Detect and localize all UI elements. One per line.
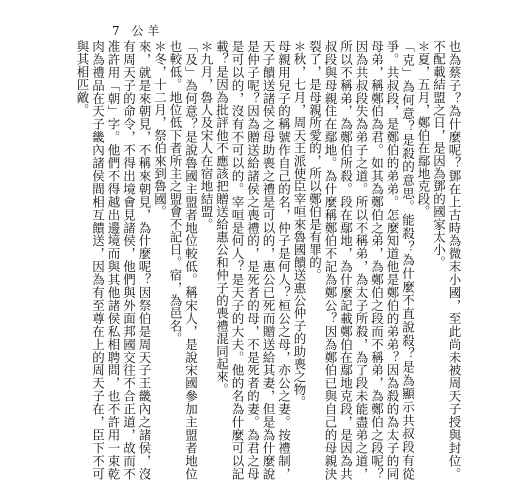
paragraph: 也為蔡子？為什麼呢？鄧在上古時為微末小國，至此尚未被周天子授與封位。不配載結盟之日，是因為鄧的國家太小。 [431,40,462,480]
paragraph: 母親用兒子的稱號作自己的名，仲子是何人？桓公之母，亦公之妻。按禮制，天子饋送諸侯之母助喪之禮是可以的，惠公已死而贈送給其妻，但是為什麼說是仲子呢？因為贈送給諸侯之喪禮的，是死者的母，不是死者的妻。為君之母是可以的，沒有不可以的。宰咺是何人？是天子的大夫。他的名為什麼可以記載？是因為批評他不應該把贈送給惠公和仲子的喪禮混同起來。 [214,40,292,480]
paragraph: ＊夏，五月，鄭伯在鄢地克段。 [416,40,431,218]
page-body [70,40,462,480]
page-number: 7 [112,24,120,38]
paragraph: 「及」為何意？是說魯國主盟者地位較低。稱宋人，是說宋國參加主盟者地位也較低。地位低下者所主之盟會不記日。宿，為邑名。 [168,40,199,480]
paragraph: 來，就是來朝見，不稱來朝見，為什麼呢？因祭伯是周天子王畿內之諸侯，沒有周天子的命令，不得出境會見諸侯，他們與外面邦國交往不合正道，故而不准許用「朝」字。他們不得越出邊境而與其他諸侯私相聘問，也不許用一束乾肉為禮品在天子畿內諸侯間相互饋送，因為有至尊在上的周天子在，臣下不可與其相匹敵。 [75,40,152,480]
paragraph: 「克」為何意？是殺的意思。能殺？為什麼不直說殺？是為顯示共叔段有從爭。共叔段，是鄭伯的弟弟。怎麼知道他是鄭伯的弟弟？因為殺的為太子的同母弟，稱鄭伯為君。如其為鄭伯之弟，為鄭伯之段而不稱弟，為鄭伯之段呢？因為共叔段失為弟子之道。所以不稱弟，為太子所殺，為了段未能盡弟之道，所以不稱弟，為鄭伯所殺。段在鄢地，為什麼記載鄭伯在鄢地克段，是因為共叔段與母親住在鄢地。為什麼稱鄭伯不記為鄭公？因為鄭伯已與自己的母親決裂了，是母親所愛的，所以鄭伯是有罪的。 [307,40,416,480]
running-title: 公 羊 [131,24,160,38]
paragraph: ＊冬，十二月，祭伯來到魯國。 [152,40,168,218]
vertical-text-block [70,40,462,480]
page-header [112,22,159,39]
paragraph: ＊九月，魯人及宋人在宿地結盟。 [199,40,214,231]
paragraph: ＊秋，七月，周天王派使臣宰咺來魯國饋送惠公仲子的助喪之物。 [292,40,307,409]
